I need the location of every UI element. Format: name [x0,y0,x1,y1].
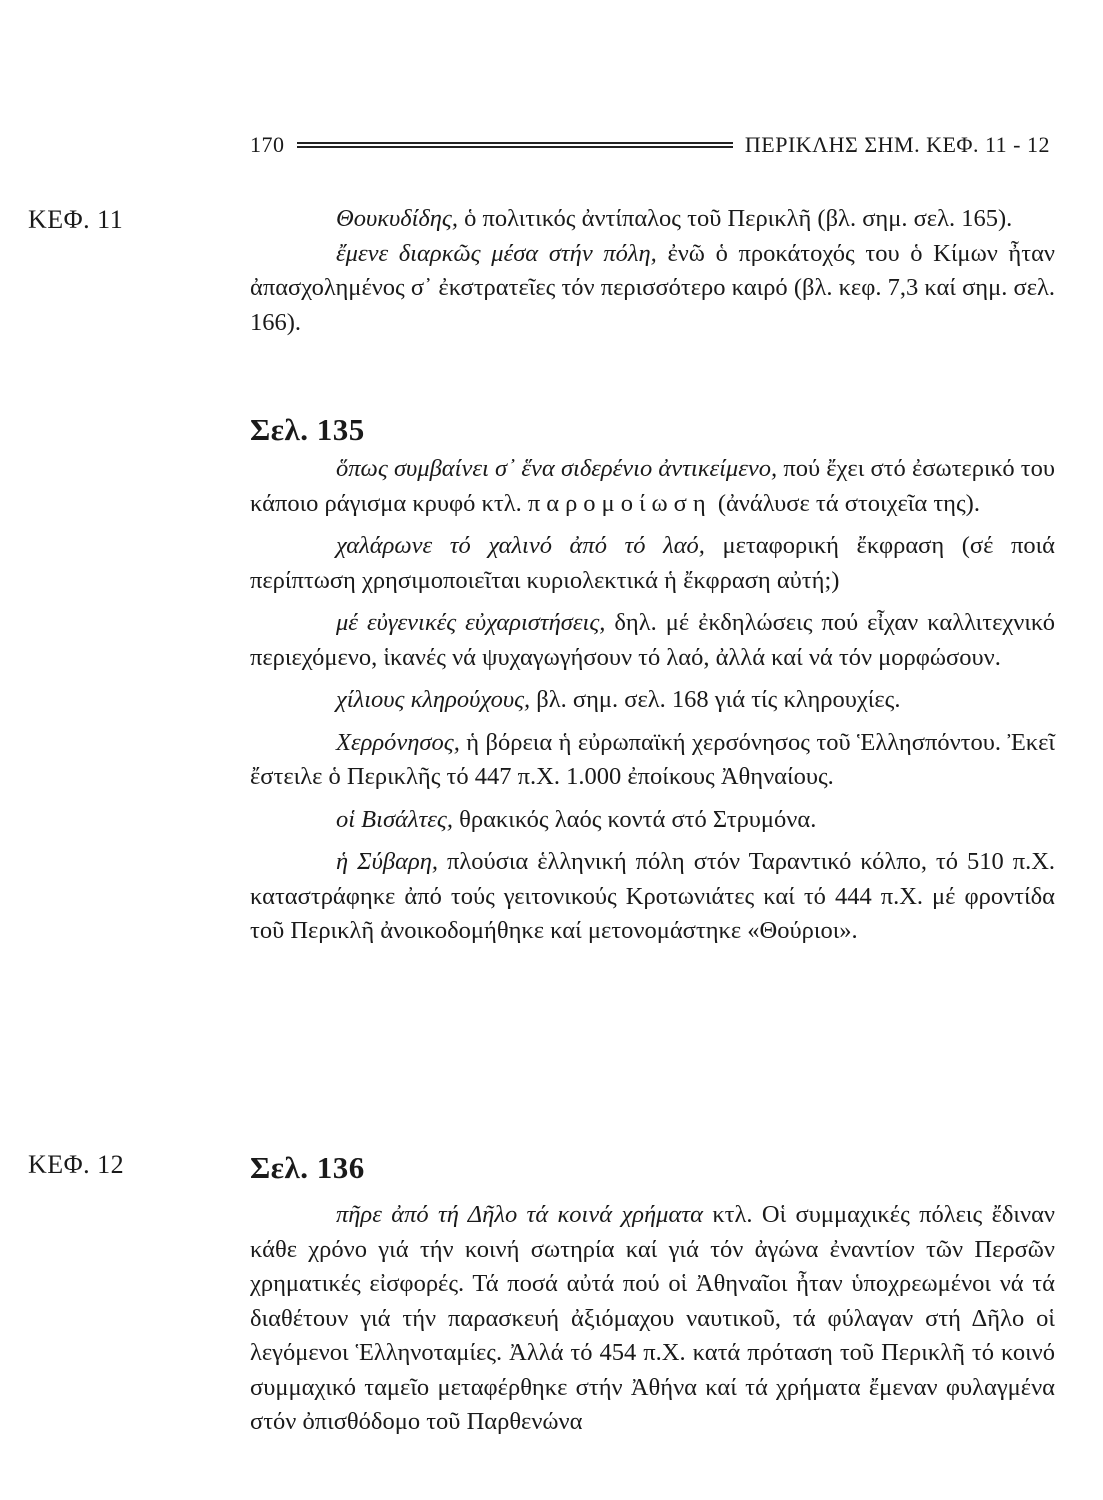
note-text: θρακικός λαός κοντά στό Στρυμόνα. [453,805,817,833]
note-term: ὅπως συμβαίνει σ᾽ ἕνα σιδερένιο ἀντικείμενο, [336,455,778,482]
chapter-label-12: ΚΕΦ. 12 [28,1150,125,1179]
running-title: ΠΕΡΙΚΛΗΣ ΣΗΜ. ΚΕΦ. 11 - 12 [744,132,1050,157]
note-text-tail: (ἀνάλυσε τά στοιχεῖα της). [711,489,980,517]
note-term: ἔμενε διαρκῶς μέσα στήν πόλη, [336,239,657,267]
note-term: Θουκυδίδης, [336,205,458,232]
note-term: πῆρε ἀπό τή Δῆλο τά κοινά χρήματα [336,1201,703,1228]
note-text: ὁ πολιτικός ἀντίπαλος τοῦ Περικλῆ (βλ. σημ. σελ. 165). [458,205,1013,232]
note-term: χίλιους κληρούχους, [336,686,531,713]
chapter-label-11: ΚΕΦ. 11 [28,205,124,234]
note-text: βλ. σημ. σελ. 168 γιά τίς κληρουχίες. [530,686,901,713]
note-text: ἡ βόρεια ἡ εὐρωπαϊκή χερσόνησος τοῦ Ἑλλησπόντου. Ἐκεῖ ἔστειλε ὁ Περικλῆς τό 447 π.Χ. 1.000 ἐποίκους Ἀθηναίους. [250,728,1055,790]
note-text: κτλ. Οἱ συμμαχικές πόλεις ἔδιναν κάθε χρόνο γιά τήν κοινή σωτηρία καί γιά τόν ἀγώνα ἐναντίον τῶν Περσῶν χρηματικές εἰσφορές. Τά ποσά αὐτά πού οἱ Ἀθηναῖοι ἦταν ὑποχρεωμένοι νά τά διαθέτουν γιά τήν παρασκευή ἀξιόμαχου ναυτικοῦ, τά φύλαγαν στή Δῆλο οἱ λεγόμενοι Ἑλληνοταμίες. Ἀλλά τό 454 π.Χ. κατά πρόταση τοῦ Περικλῆ τό κοινό συμμαχικό ταμεῖο μεταφέρθηκε στήν Ἀθήνα καί τά χρήματα ἔμεναν φυλαγμένα στόν ὀπισθόδομο τοῦ Παρθενώνα [250,1201,1055,1435]
running-head [250,130,1050,160]
note-text: πλούσια ἑλληνική πόλη στόν Ταραντικό κόλπο, τό 510 π.Χ. καταστράφηκε ἀπό τούς γειτονικούς Κροτωνιάτες καί τό 444 π.Χ. μέ φροντίδα τοῦ Περικλῆ ἀνοικοδομήθηκε καί μετονομάστηκε «Θούριοι». [250,848,1056,944]
note-term: μέ εὐγενικές εὐχαριστήσεις, [336,609,606,636]
note-thoukydidis [250,202,1055,237]
note-festivities [250,606,1055,675]
section-heading-136: Σελ. 136 [250,1150,365,1185]
section-heading-135: Σελ. 135 [250,412,365,447]
note-term: Χερρόνησος, [336,728,460,756]
note-text: δηλ. μέ ἐκδηλώσεις πού εἶχαν καλλιτεχνικό περιεχόμενο, ἱκανές νά ψυχαγωγήσουν τό λαό, ἀλλά καί νά τόν μορφώσουν. [250,609,1055,671]
note-text: μεταφορική ἔκφραση (σέ ποιά περίπτωση χρησιμοποιεῖται κυριολεκτικά ἡ ἔκφραση αὐτή;) [250,532,1055,594]
note-delos-treasury [250,1198,1055,1440]
note-emene [250,237,1055,341]
note-term: χαλάρωνε τό χαλινό ἀπό τό λαό, [336,532,705,559]
note-spaced-term: παρομοίωση [527,489,712,517]
chapter-11-notes [250,202,1055,340]
note-sybaris [250,845,1055,949]
note-klerouchoi [250,683,1055,718]
note-text: ἐνῶ ὁ προκάτοχός του ὁ Κίμων ἦταν ἀπασχολημένος σ᾽ ἐκστρατεῖες τόν περισσότερο καιρό (βλ. κεφ. 7,3 καί σημ. σελ. 166). [250,239,1056,336]
note-term: οἱ Βισάλτες, [336,805,453,833]
note-chersonese [250,726,1055,795]
page-number: 170 [250,132,285,157]
header-rule [297,142,733,148]
note-text: πού ἔχει στό ἐσωτερικό του κάποιο ράγισμα κρυφό κτλ. [250,455,1055,517]
note-bisaltes [250,803,1055,838]
note-metaphor [250,529,1055,598]
section-135 [250,408,1055,949]
section-136 [250,1146,1055,1440]
note-simile [250,452,1055,521]
note-term: ἡ Σύβαρη, [336,848,439,875]
